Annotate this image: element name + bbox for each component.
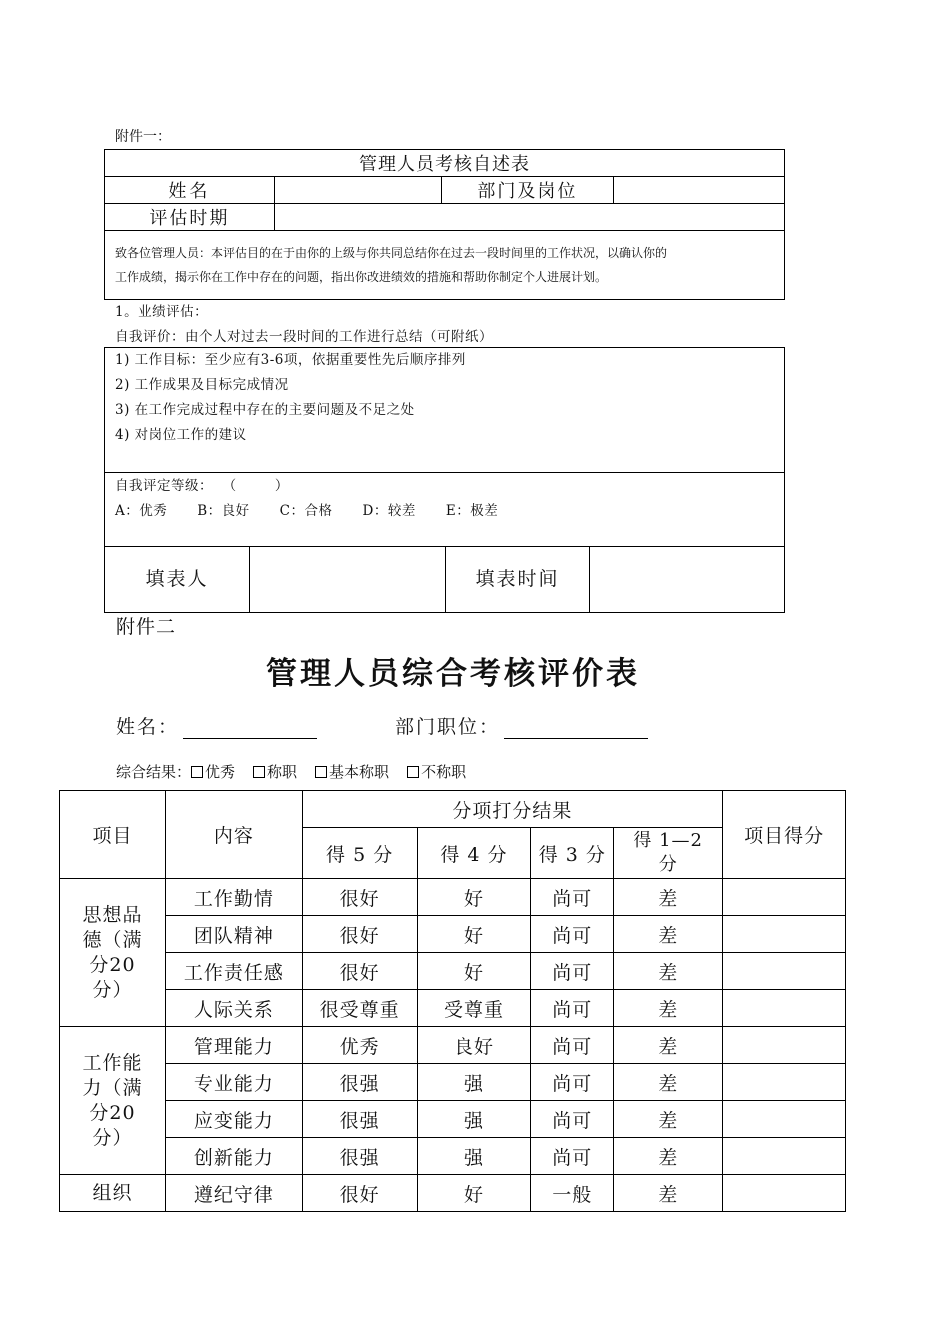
- page-title: 管理人员综合考核评价表: [266, 656, 640, 692]
- self-eval-item: 1) 工作目标：至少应有3-6项，依据重要性先后顺序排列: [115, 352, 466, 368]
- checkbox-icon: [253, 766, 265, 778]
- divider: [249, 546, 250, 612]
- score4-cell: 好: [417, 916, 531, 953]
- score5-cell: 很强: [302, 1138, 417, 1175]
- self-eval-item: 4) 对岗位工作的建议: [115, 427, 247, 443]
- divider: [445, 546, 446, 612]
- attachment1-label: 附件一：: [115, 129, 171, 145]
- fill-time-field[interactable]: [590, 546, 784, 612]
- score4-cell: 受尊重: [417, 990, 531, 1027]
- table-row: [60, 990, 846, 1027]
- self-eval-item: 3) 在工作完成过程中存在的主要问题及不足之处: [115, 402, 415, 418]
- notice-line-2: 工作成绩，揭示你在工作中存在的问题，指出你改进绩效的措施和帮助你制定个人进展计划。: [115, 270, 608, 284]
- result-option-excellent[interactable]: 优秀: [191, 761, 235, 782]
- evaluation-table: [59, 790, 846, 1212]
- filler-label: 填表人: [145, 568, 209, 590]
- item-score-field[interactable]: [723, 1175, 846, 1212]
- self-statement-form: [104, 149, 785, 300]
- score4-cell: 强: [417, 1138, 531, 1175]
- score5-cell: 很好: [302, 916, 417, 953]
- result-label: 综合结果：: [116, 763, 192, 781]
- category-cell: 思想品德（满分20分）: [60, 879, 166, 1027]
- item-score-field[interactable]: [723, 879, 846, 916]
- dept-label: 部门及岗位: [441, 177, 614, 204]
- item-score-field[interactable]: [723, 953, 846, 990]
- score12-cell: 差: [614, 879, 723, 916]
- score4-cell: 强: [417, 1101, 531, 1138]
- score3-cell: 尚可: [531, 879, 614, 916]
- table-row: [60, 1138, 846, 1175]
- score5-cell: 很好: [302, 879, 417, 916]
- score12-cell: 差: [614, 1027, 723, 1064]
- content-cell: 遵纪守律: [165, 1175, 302, 1212]
- table-row: [60, 953, 846, 990]
- table-row: [60, 879, 846, 916]
- fill-time-label: 填表时间: [475, 568, 560, 590]
- dept-field[interactable]: [614, 177, 785, 204]
- divider: [589, 546, 590, 612]
- form-title: 管理人员考核自述表: [105, 150, 785, 177]
- grade-options: [115, 499, 528, 524]
- performance-section: [115, 300, 493, 350]
- score12-cell: 差: [614, 1064, 723, 1101]
- self-eval-box: [104, 347, 785, 613]
- period-label: 评估时期: [105, 204, 275, 231]
- score-header: 得 1—2 分: [614, 828, 723, 879]
- notice-text: [105, 231, 785, 300]
- score12-cell: 差: [614, 1175, 723, 1212]
- item-score-field[interactable]: [723, 990, 846, 1027]
- content-cell: 专业能力: [165, 1064, 302, 1101]
- table-row: [60, 1175, 846, 1212]
- table-row: [60, 1064, 846, 1101]
- checkbox-icon: [407, 766, 419, 778]
- name-label: 姓名：: [116, 716, 180, 738]
- period-field[interactable]: [274, 204, 784, 231]
- item-score-field[interactable]: [723, 1064, 846, 1101]
- score3-cell: 尚可: [531, 1064, 614, 1101]
- dept-position-input-line[interactable]: [504, 712, 648, 739]
- name-dept-row: [116, 712, 648, 739]
- content-cell: 工作责任感: [165, 953, 302, 990]
- score3-cell: 尚可: [531, 1101, 614, 1138]
- score3-cell: 尚可: [531, 916, 614, 953]
- grade-option-c[interactable]: C：合格: [279, 503, 333, 519]
- grade-section: [115, 474, 528, 524]
- filler-field[interactable]: [250, 546, 445, 612]
- score5-cell: 很好: [302, 953, 417, 990]
- self-eval-intro: 自我评价：由个人对过去一段时间的工作进行总结（可附纸）: [115, 329, 493, 345]
- score5-cell: 很强: [302, 1064, 417, 1101]
- self-eval-item: 2) 工作成果及目标完成情况: [115, 377, 289, 393]
- content-cell: 团队精神: [165, 916, 302, 953]
- item-score-field[interactable]: [723, 1027, 846, 1064]
- name-input-line[interactable]: [183, 712, 317, 739]
- grade-option-a[interactable]: A：优秀: [115, 503, 168, 519]
- score4-cell: 良好: [417, 1027, 531, 1064]
- content-cell: 应变能力: [165, 1101, 302, 1138]
- name-field[interactable]: [274, 177, 441, 204]
- score4-cell: 好: [417, 1175, 531, 1212]
- item-score-field[interactable]: [723, 1138, 846, 1175]
- col-header-content: 内容: [165, 791, 302, 879]
- notice-line-1: 致各位管理人员：本评估目的在于由你的上级与你共同总结你在过去一段时间里的工作状况，以确认你的: [115, 246, 668, 260]
- divider: [105, 472, 784, 473]
- content-cell: 人际关系: [165, 990, 302, 1027]
- score4-cell: 好: [417, 953, 531, 990]
- score3-cell: 尚可: [531, 953, 614, 990]
- content-cell: 工作勤情: [165, 879, 302, 916]
- table-row: [60, 916, 846, 953]
- result-option-incompetent[interactable]: 不称职: [407, 761, 466, 782]
- score5-cell: 很好: [302, 1175, 417, 1212]
- score5-cell: 优秀: [302, 1027, 417, 1064]
- grade-option-d[interactable]: D：较差: [362, 503, 416, 519]
- name-label: 姓名: [105, 177, 275, 204]
- overall-result-row: [116, 761, 484, 782]
- result-option-basically-competent[interactable]: 基本称职: [315, 761, 389, 782]
- grade-label: 自我评定等级： （ ）: [115, 478, 289, 494]
- col-header-total: 项目得分: [723, 791, 846, 879]
- attachment2-label: 附件二: [116, 616, 177, 638]
- checkbox-icon: [315, 766, 327, 778]
- score12-cell: 差: [614, 1101, 723, 1138]
- self-eval-items: [115, 348, 466, 448]
- category-cell: 组织: [60, 1175, 166, 1212]
- score4-cell: 好: [417, 879, 531, 916]
- score3-cell: 尚可: [531, 1138, 614, 1175]
- section-heading: 1。业绩评估：: [115, 304, 209, 320]
- category-cell: 工作能力（满分20分）: [60, 1027, 166, 1175]
- score12-cell: 差: [614, 990, 723, 1027]
- score5-cell: 很受尊重: [302, 990, 417, 1027]
- score4-cell: 强: [417, 1064, 531, 1101]
- col-header-scores: 分项打分结果: [302, 791, 722, 828]
- score12-cell: 差: [614, 916, 723, 953]
- score3-cell: 尚可: [531, 1027, 614, 1064]
- score3-cell: 尚可: [531, 990, 614, 1027]
- content-cell: 创新能力: [165, 1138, 302, 1175]
- score3-cell: 一般: [531, 1175, 614, 1212]
- table-row: [60, 1101, 846, 1138]
- table-row: [60, 1027, 846, 1064]
- score12-cell: 差: [614, 953, 723, 990]
- result-option-competent[interactable]: 称职: [253, 761, 297, 782]
- grade-option-e[interactable]: E：极差: [445, 503, 499, 519]
- score-header: 得 5 分: [302, 828, 417, 879]
- score12-cell: 差: [614, 1138, 723, 1175]
- dept-position-label: 部门职位：: [395, 716, 501, 738]
- content-cell: 管理能力: [165, 1027, 302, 1064]
- score-header: 得 3 分: [531, 828, 614, 879]
- score5-cell: 很强: [302, 1101, 417, 1138]
- score-header: 得 4 分: [417, 828, 531, 879]
- evaluation-table-body: [60, 879, 846, 1212]
- item-score-field[interactable]: [723, 1101, 846, 1138]
- col-header-item: 项目: [60, 791, 166, 879]
- item-score-field[interactable]: [723, 916, 846, 953]
- checkbox-icon: [191, 766, 203, 778]
- grade-option-b[interactable]: B：良好: [197, 503, 250, 519]
